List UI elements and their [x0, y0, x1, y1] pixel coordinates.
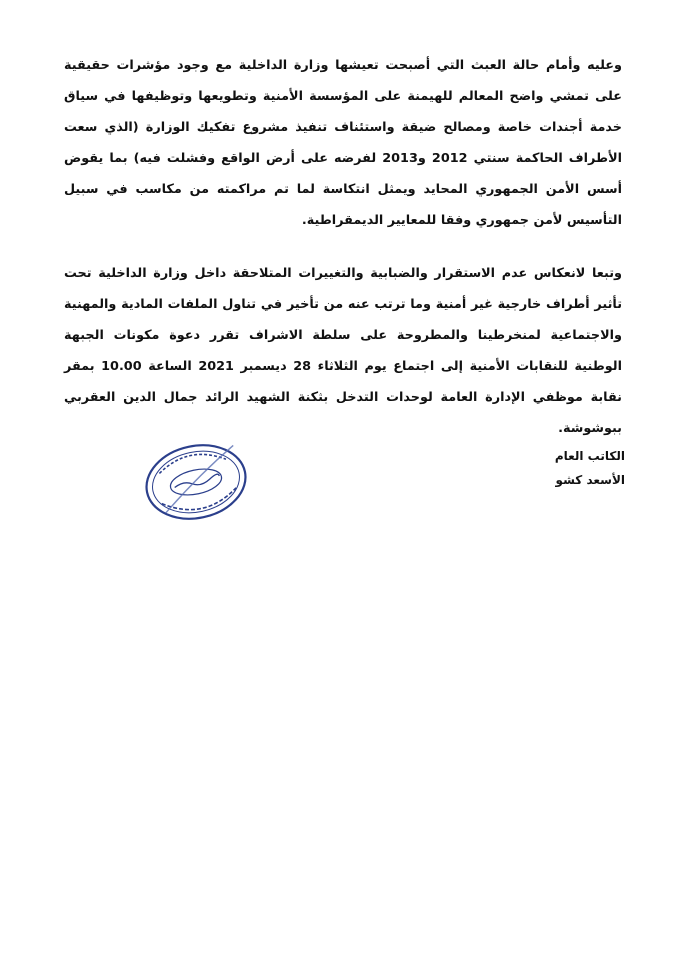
signatory-name: الأسعد كشو: [555, 473, 625, 487]
official-stamp: [140, 436, 252, 528]
signature-block: [555, 444, 625, 492]
stamp-seal-icon: [140, 436, 252, 528]
paragraph-2: وتبعا لانعكاس عدم الاستقرار والضبابية والتغييرات المتلاحقة داخل وزارة الداخلية تحت تأثير أطراف خارجية غير أمنية وما ترتب عنه من تأخير في تناول الملفات المادية والمهنية والاجتماعية لمنخرطينا والمطروحة على سلطة الاشراف تقرر دعوة مكونات الجبهة الوطنية للنقابات الأمنية إلى اجتماع يوم الثلاثاء 28 ديسمبر 2021 الساعة 10.00 بمقر نقابة موظفي الإدارة العامة لوحدات التدخل بثكنة الشهيد الرائد جمال الدين العقربي ببوشوشة.: [64, 266, 622, 436]
signatory-title: الكاتب العام: [554, 449, 625, 463]
document-body: [64, 50, 622, 444]
paragraph-1: وعليه وأمام حالة العبث التي أصبحت تعيشها وزارة الداخلية مع وجود مؤشرات حقيقية على تمشي واضح المعالم للهيمنة على المؤسسة الأمنية وتطويعها وتوظيفها في سياق خدمة أجندات خاصة ومصالح ضيقة واستئناف تنفيذ مشروع تفكيك الوزارة (الذي سعت الأطراف الحاكمة سنتي 2012 و2013 لفرضه على أرض الواقع وفشلت فيه) بما يقوض أسس الأمن الجمهوري المحايد ويمثل انتكاسة لما تم مراكمته من مكاسب في سبيل التأسيس لأمن جمهوري وفقا للمعايير الديمقراطية.: [64, 58, 622, 228]
